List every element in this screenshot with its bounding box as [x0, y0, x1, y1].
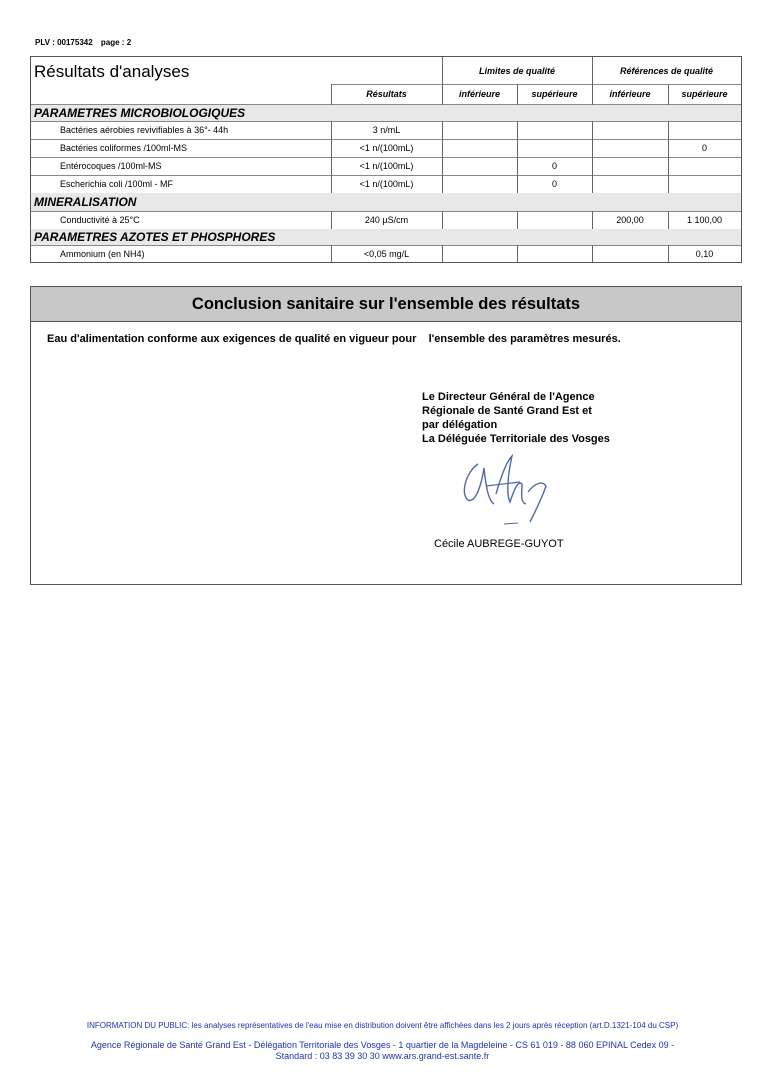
reference-lower-value — [592, 121, 668, 139]
agency-address: Agence Régionale de Santé Grand Est - Délégation Territoriale des Vosges - 1 quartier de la Magdeleine - CS 61 019 - 88 060 EPINAL Cedex 09 - — [90, 1040, 675, 1050]
section-nitrogen-phosphorus: PARAMETRES AZOTES ET PHOSPHORES — [31, 229, 741, 245]
reference-upper-value: 1 100,00 — [686, 215, 723, 225]
reference-upper-value — [668, 121, 741, 139]
handwritten-signature — [456, 450, 584, 530]
limit-lower-value — [442, 139, 517, 157]
parameter-result: 240 µS/cm — [364, 215, 409, 225]
reference-lower-value — [592, 245, 668, 262]
quality-limits-header: Limites de qualité — [478, 65, 556, 76]
parameter-name: Escherichia coli /100ml - MF — [60, 179, 174, 189]
reference-upper-value — [668, 175, 741, 193]
section-mineralisation: MINERALISATION — [31, 193, 741, 211]
parameter-name: Ammonium (en NH4) — [60, 248, 145, 259]
parameter-result: <1 n/(100mL) — [359, 161, 414, 171]
limit-upper-value — [517, 211, 592, 229]
signatory-name: Cécile AUBREGE-GUYOT — [434, 538, 564, 550]
agency-footer — [0, 1040, 765, 1062]
conclusion-box — [30, 286, 742, 585]
limit-upper-header: supérieure — [531, 89, 578, 99]
section-microbiology: PARAMETRES MICROBIOLOGIQUES — [31, 105, 741, 121]
signatory-line: Le Directeur Général de l'Agence — [422, 391, 595, 403]
limit-upper-value — [517, 245, 592, 262]
public-information-notice: INFORMATION DU PUBLIC: les analyses représentatives de l'eau mise en distribution doivent être affichées dans les 2 jours après réception (art.D.1321-104 du CSP) — [86, 1021, 679, 1030]
results-title: Résultats d'analyses — [34, 62, 190, 81]
limit-lower-value — [442, 121, 517, 139]
parameter-result: <0,05 mg/L — [363, 248, 410, 259]
page-number: page : 2 — [100, 38, 132, 47]
reference-lower-value — [592, 139, 668, 157]
reference-upper-value: 0 — [701, 143, 707, 153]
limit-upper-value — [517, 121, 592, 139]
limit-upper-value — [517, 139, 592, 157]
limit-lower-header: inférieure — [458, 89, 500, 99]
agency-contact: Standard : 03 83 39 30 30 www.ars.grand-est.sante.fr — [275, 1051, 490, 1061]
conclusion-title: Conclusion sanitaire sur l'ensemble des résultats — [31, 287, 741, 322]
signatory-block — [422, 390, 610, 446]
reference-lower-value: 200,00 — [616, 215, 644, 225]
signatory-line: Régionale de Santé Grand Est et — [422, 405, 592, 417]
limit-lower-value — [442, 245, 517, 262]
plv-number: PLV : 00175342 — [35, 38, 93, 47]
parameter-name: Conductivité à 25°C — [60, 215, 140, 225]
reference-lower-value — [592, 175, 668, 193]
parameter-result: <1 n/(100mL) — [359, 179, 414, 189]
reference-lower-value — [592, 157, 668, 175]
parameter-name: Bactéries coliformes /100ml-MS — [60, 143, 188, 153]
limit-lower-value — [442, 175, 517, 193]
parameter-name: Entérocoques /100ml-MS — [60, 161, 162, 171]
quality-references-header: Références de qualité — [619, 65, 714, 76]
reference-upper-header: supérieure — [681, 89, 728, 99]
limit-upper-value: 0 — [551, 161, 557, 171]
document-header — [35, 38, 131, 47]
signatory-line: La Déléguée Territoriale des Vosges — [422, 433, 610, 445]
results-column-header: Résultats — [366, 89, 407, 99]
limit-lower-value — [442, 157, 517, 175]
limit-lower-value — [442, 211, 517, 229]
parameter-name: Bactéries aérobies revivifiables à 36°- 44h — [60, 125, 229, 135]
reference-upper-value: 0,10 — [695, 248, 714, 259]
conclusion-text: Eau d'alimentation conforme aux exigences de qualité en vigueur pour l'ensemble des paramètres mesurés. — [47, 333, 621, 345]
limit-upper-value: 0 — [551, 179, 557, 189]
reference-lower-header: inférieure — [609, 89, 651, 99]
results-table — [30, 56, 742, 263]
reference-upper-value — [668, 157, 741, 175]
signatory-line: par délégation — [422, 419, 498, 431]
parameter-result: <1 n/(100mL) — [359, 143, 414, 153]
parameter-result: 3 n/mL — [372, 125, 401, 135]
